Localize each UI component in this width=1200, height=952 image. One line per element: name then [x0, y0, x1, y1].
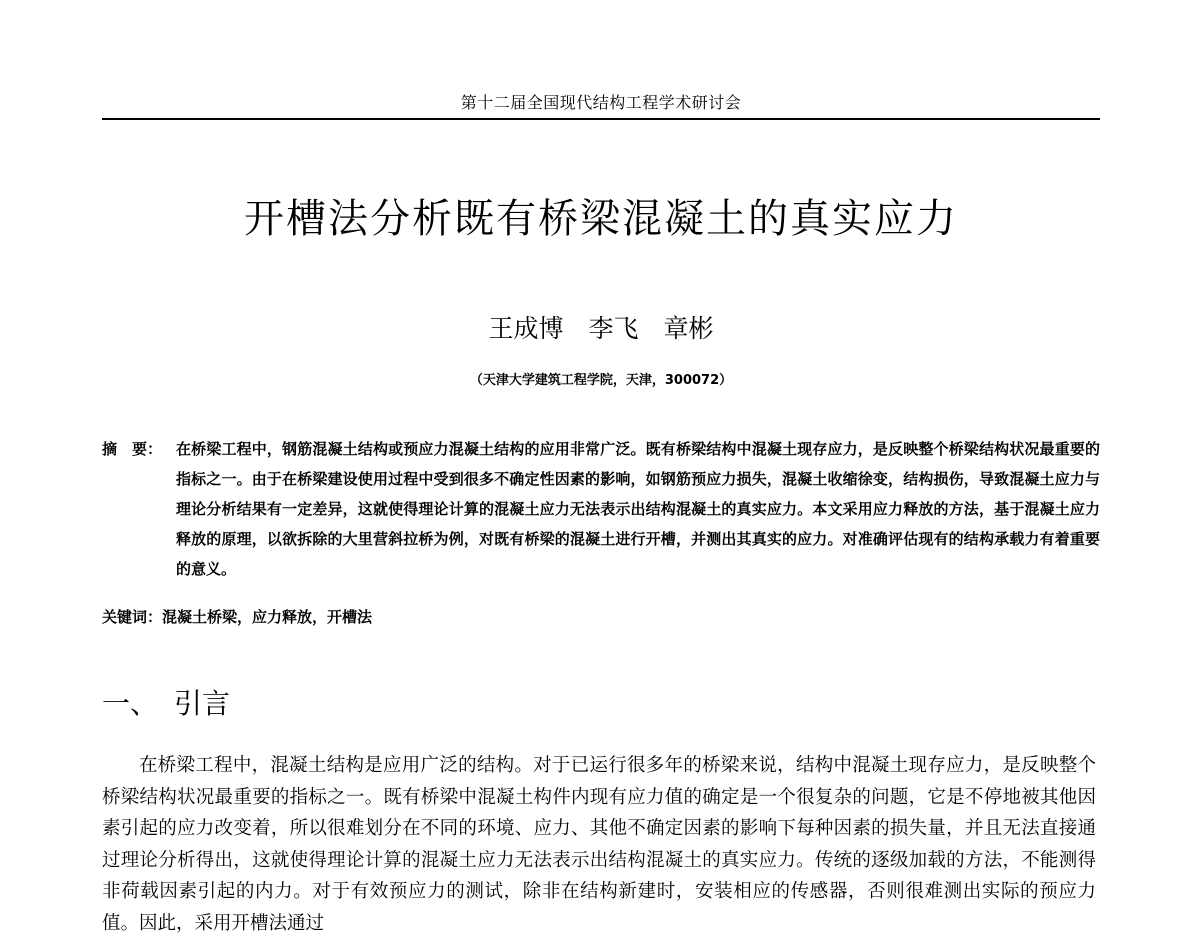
paper-affiliation: （天津大学建筑工程学院，天津，300072）: [469, 373, 733, 388]
paper-authors: 王成博 李飞 章彬: [488, 314, 714, 343]
body-paragraph: 在桥梁工程中，混凝土结构是应用广泛的结构。对于已运行很多年的桥梁来说，结构中混凝土现存应力，是反映整个桥梁结构状况最重要的指标之一。既有桥梁中混凝土构件内现有应力值的确定是一个很复杂的问题，它是不停地被其他因素引起的应力改变着，所以很难划分在不同的环境、应力、其他不确定因素的影响下每种因素的损失量，并且无法直接通过理论分析得出，这就使得理论计算的混凝土应力无法表示出结构混凝土的真实应力。传统的逐级加载的方法，不能测得非荷载因素引起的内力。对于有效预应力的测试，除非在结构新建时，安装相应的传感器，否则很难测出实际的预应力值。因此，采用开槽法通过: [102, 755, 1096, 934]
section-title: 引言: [174, 687, 231, 720]
header-rule: [102, 118, 1100, 120]
abstract-block: [102, 434, 1100, 584]
abstract-text: 在桥梁工程中，钢筋混凝土结构或预应力混凝土结构的应用非常广泛。既有桥梁结构中混凝土现存应力，是反映整个桥梁结构状况最重要的指标之一。由于在桥梁建设使用过程中受到很多不确定性因素的影响，如钢筋预应力损失，混凝土收缩徐变，结构损伤，导致混凝土应力与理论分析结果有一定差异，这就使得理论计算的混凝土应力无法表示出结构混凝土的真实应力。本文采用应力释放的方法，基于混凝土应力释放的原理，以欲拆除的大里营斜拉桥为例，对既有桥梁的混凝土进行开槽，并测出其真实的应力。对准确评估现有的结构承载力有着重要的意义。: [176, 440, 1100, 578]
section-heading-introduction: [102, 684, 230, 724]
keywords: 关键词：混凝土桥梁，应力释放，开槽法: [102, 608, 373, 626]
abstract-label: 摘 要：: [102, 440, 163, 458]
running-header: 第十二届全国现代结构工程学术研讨会: [460, 93, 742, 112]
section-number: 一、: [102, 687, 159, 720]
paper-title: 开槽法分析既有桥梁混凝土的真实应力: [244, 196, 958, 242]
